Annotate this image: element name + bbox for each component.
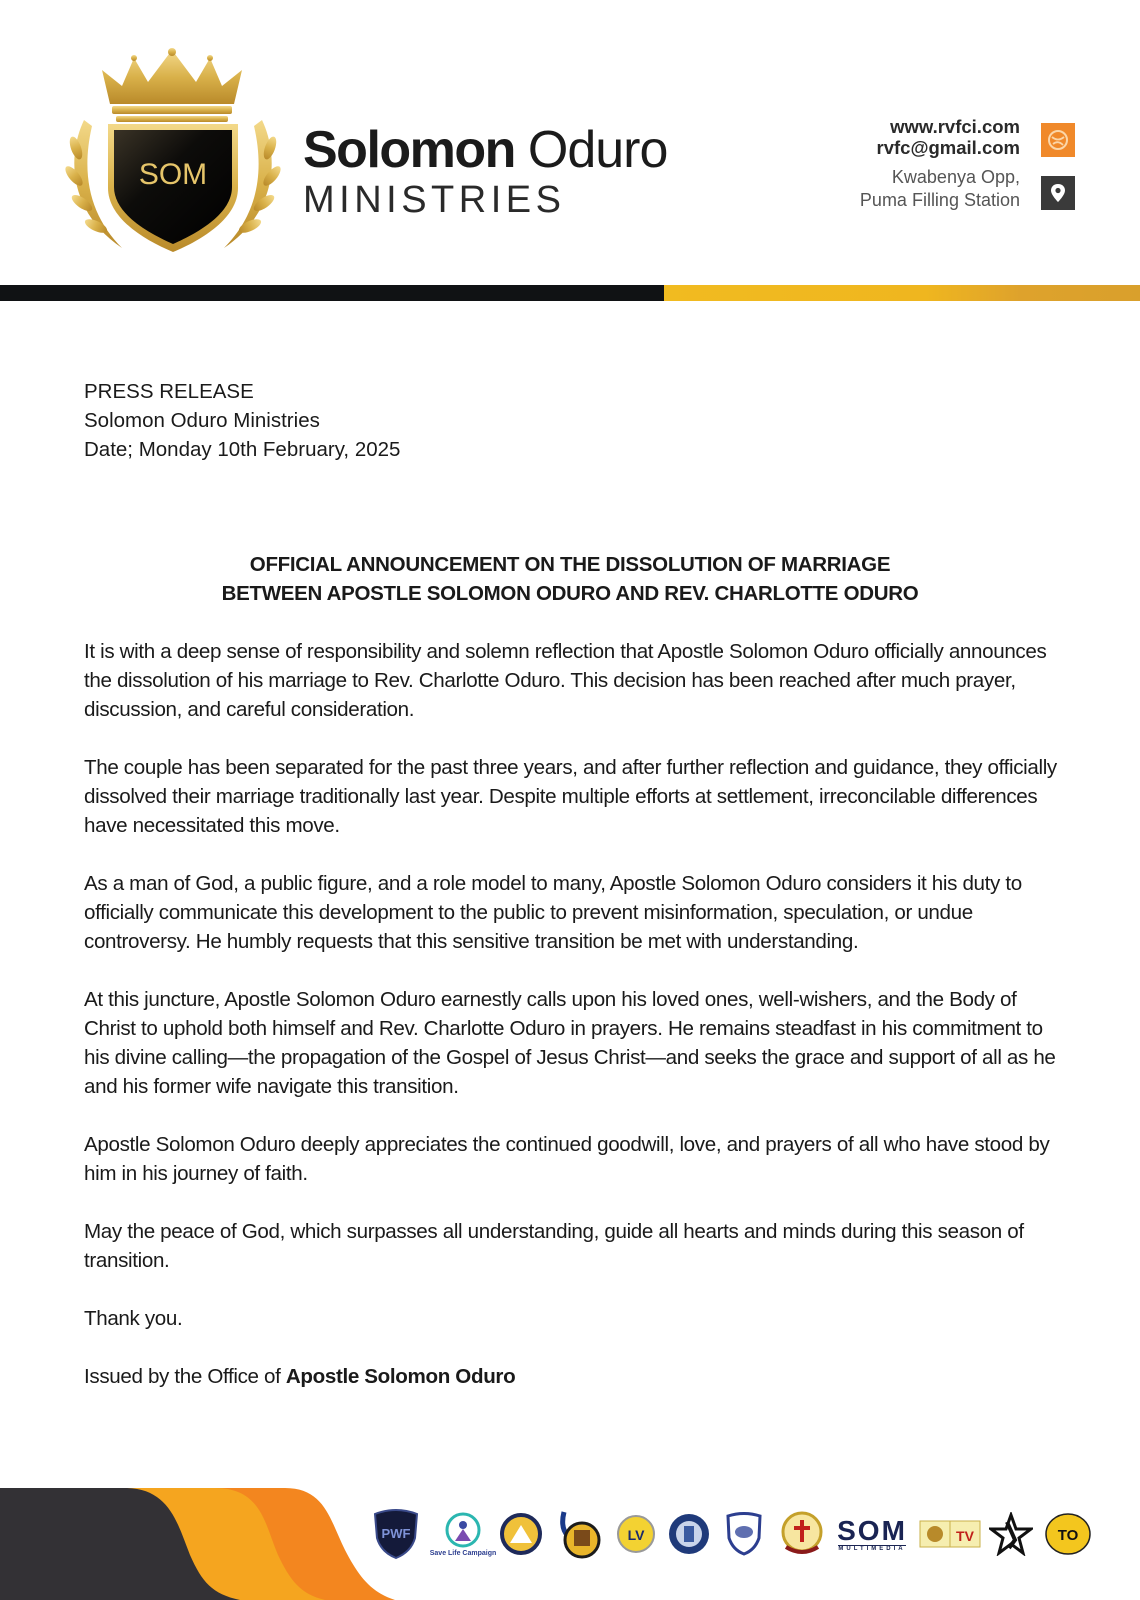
brand-name xyxy=(303,122,667,220)
address-line-2: Puma Filling Station xyxy=(859,190,1020,210)
svg-text:TV: TV xyxy=(956,1528,974,1544)
emblem-text: SOM xyxy=(138,158,208,191)
paragraph: The couple has been separated for the past three years, and after further reflection and guidance, they officially dissolved their marriage traditionally last year. Despite multiple efforts at settlement, irreconcilable differences have necessitated this move. xyxy=(84,756,1057,837)
map-pin-icon xyxy=(1041,176,1075,210)
pwf-shield-logo xyxy=(368,1506,424,1562)
paragraph: As a man of God, a public figure, and a role model to many, Apostle Solomon Oduro considers it his duty to officially communicate this development to the public to prevent misinformation, speculation, or undue controversy. He humbly requests that this sensitive transition be met with understanding. xyxy=(84,872,1022,953)
paragraph: At this juncture, Apostle Solomon Oduro earnestly calls upon his loved ones, well-wishers, and the Body of Christ to uphold both himself and Rev. Charlotte Oduro in prayers. He remains steadfast in his commitment to his divine calling—the propagation of the Gospel of Jesus Christ—and seeks the grace and support of all as he and his former wife navigate this transition. xyxy=(84,988,1056,1098)
contact-block xyxy=(860,116,1020,212)
brand-name-light: Oduro xyxy=(527,121,668,179)
brand-subtitle: MINISTRIES xyxy=(303,179,566,221)
footer-wave-decoration xyxy=(0,1480,420,1600)
cross-seal-logo xyxy=(778,1506,826,1562)
star-logo xyxy=(988,1506,1034,1562)
eagle-crest-logo xyxy=(556,1506,604,1562)
footer xyxy=(0,1480,1140,1600)
svg-text:LV: LV xyxy=(627,1527,645,1543)
crown-shield-laurel-icon xyxy=(62,48,284,263)
signoff xyxy=(84,1362,1069,1391)
release-date: Date; Monday 10th February, 2025 xyxy=(84,438,401,461)
paragraph: It is with a deep sense of responsibility and solemn reflection that Apostle Solomon Oduro officially announces the dissolution of his marriage to Rev. Charlotte Oduro. This decision has been reached after much prayer, discussion, and careful consideration. xyxy=(84,640,1047,721)
tv-logo xyxy=(918,1506,982,1562)
letter-body xyxy=(84,637,1069,1420)
lv-yellow-seal-logo xyxy=(614,1506,658,1562)
to-yellow-seal-logo xyxy=(1042,1506,1094,1562)
lion-shield-logo xyxy=(722,1506,766,1562)
circular-seal-logo-1 xyxy=(498,1506,544,1562)
website-link[interactable]: www.rvfci.com xyxy=(890,116,1020,137)
blue-seal-logo xyxy=(664,1506,714,1562)
paragraph: Apostle Solomon Oduro deeply appreciates the continued goodwill, love, and prayers of all who have stood by him in his journey of faith. xyxy=(84,1133,1050,1185)
signoff-prefix: Issued by the Office of xyxy=(84,1365,286,1388)
header-rule-gold xyxy=(664,285,1140,301)
title-line-1: OFFICIAL ANNOUNCEMENT ON THE DISSOLUTION OF MARRIAGE xyxy=(249,553,891,576)
letterhead xyxy=(0,0,1140,285)
address-line-1: Kwabenya Opp, xyxy=(891,167,1020,187)
brand-name-bold: Solomon xyxy=(303,121,515,179)
header-rule-dark xyxy=(0,285,664,301)
globe-icon xyxy=(1041,123,1075,157)
svg-text:TO: TO xyxy=(1057,1527,1079,1544)
email-link[interactable]: rvfc@gmail.com xyxy=(876,137,1020,158)
closing-thanks: Thank you. xyxy=(84,1307,183,1330)
press-release-meta xyxy=(84,377,400,464)
title-line-2: BETWEEN APOSTLE SOLOMON ODURO AND REV. CHARLOTTE ODURO xyxy=(221,582,919,605)
som-multimedia-logo: SOM MULTIMEDIA xyxy=(837,1514,907,1552)
svg-text:PWF: PWF xyxy=(381,1526,411,1541)
announcement-title xyxy=(0,550,1140,608)
release-type: PRESS RELEASE xyxy=(84,380,254,403)
release-org: Solomon Oduro Ministries xyxy=(84,409,320,432)
signoff-name: Apostle Solomon Oduro xyxy=(285,1365,516,1388)
paragraph: May the peace of God, which surpasses all understanding, guide all hearts and minds during this season of transition. xyxy=(84,1220,1024,1272)
save-life-campaign-logo: Save Life Campaign xyxy=(428,1506,498,1562)
